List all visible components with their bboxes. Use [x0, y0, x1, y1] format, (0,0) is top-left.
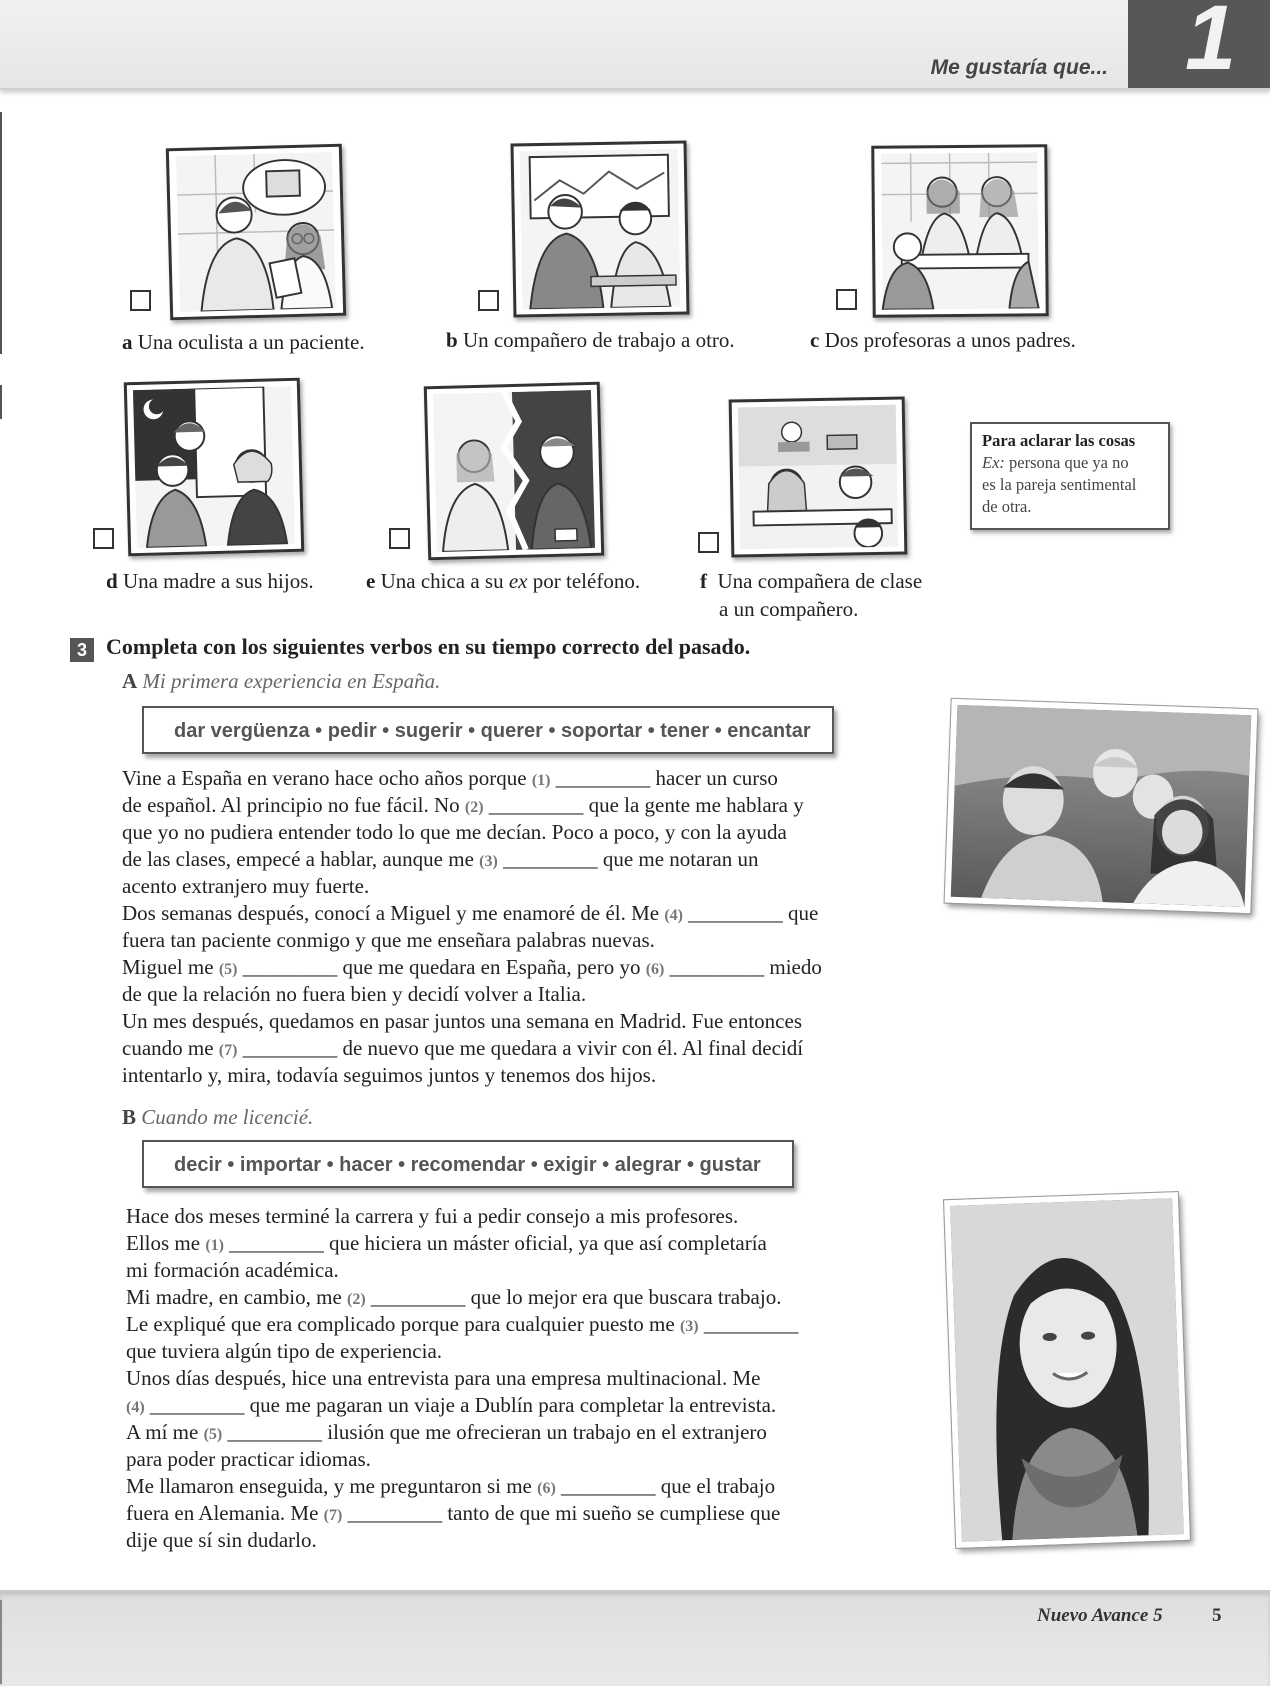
text-line: [126, 1231, 767, 1256]
checkbox-c[interactable]: [836, 289, 857, 310]
checkbox-e[interactable]: [389, 528, 410, 549]
verb-box-b: decir • importar • hacer • recomendar • exigir • alegrar • gustar: [142, 1140, 794, 1188]
text-line: [122, 901, 818, 926]
text-line: [126, 1447, 371, 1472]
blank-number: (2): [347, 1291, 366, 1308]
woman-photo: [944, 1192, 1190, 1548]
note-line: Ex: persona que ya no: [982, 453, 1129, 472]
text-fragment: Hace dos meses terminé la carrera y fui a pedir consejo a mis profesores.: [126, 1204, 739, 1228]
text-fragment: miedo: [769, 955, 822, 979]
family-photo: [945, 699, 1258, 914]
section-a-heading: A Mi primera experiencia en España.: [122, 669, 441, 693]
blank-field[interactable]: _________: [669, 955, 765, 979]
text-fragment: Un mes después, quedamos en pasar juntos una semana en Madrid. Fue entonces: [122, 1009, 802, 1033]
text-fragment: para poder practicar idiomas.: [126, 1447, 371, 1471]
caption-d: d Una madre a sus hijos.: [106, 569, 314, 593]
note-line: es la pareja sentimental: [982, 475, 1137, 494]
blank-field[interactable]: _________: [229, 1231, 324, 1255]
text-fragment: tanto de que mi sueño se cumpliese que: [447, 1501, 781, 1525]
text-fragment: que tuviera algún tipo de experiencia.: [126, 1339, 443, 1363]
unit-number: 1: [1185, 0, 1237, 89]
text-line: [122, 874, 369, 899]
caption-f-line2: a un compañero.: [719, 597, 859, 621]
text-fragment: que la gente me hablara y: [588, 793, 804, 817]
text-line: [126, 1393, 776, 1418]
text-fragment: que me notaran un: [602, 847, 759, 871]
teachers-illustration: [879, 152, 1040, 309]
blank-number: (5): [218, 961, 238, 978]
phone-call-illustration: [432, 390, 596, 552]
blank-number: (6): [645, 961, 665, 978]
blank-number: (4): [664, 907, 683, 924]
text-fragment: acento extranjero muy fuerte.: [122, 874, 370, 898]
blank-number: (3): [479, 853, 498, 870]
mother-illustration: [132, 386, 296, 548]
optician-illustration: [174, 152, 338, 312]
text-fragment: que me quedara en España, pero yo: [342, 955, 641, 979]
text-line: [122, 793, 804, 818]
text-line: [122, 1036, 803, 1061]
text-line: [122, 766, 778, 791]
caption-e: e Una chica a su ex por teléfono.: [366, 569, 641, 593]
blank-number: (1): [205, 1237, 224, 1254]
blank-number: (2): [464, 799, 484, 816]
blank-field[interactable]: _________: [555, 766, 651, 790]
margin-rule: [0, 385, 2, 419]
text-fragment: de español. Al principio no fue fácil. No: [122, 793, 460, 817]
text-fragment: de que la relación no fuera bien y decidí volver a Italia.: [122, 982, 587, 1006]
section-b-heading: B Cuando me licencié.: [122, 1105, 314, 1129]
text-line: [126, 1420, 767, 1445]
checkbox-f[interactable]: [698, 532, 719, 553]
text-line: [122, 955, 822, 980]
text-fragment: Ellos me: [126, 1231, 201, 1255]
verb-box-a: dar vergüenza • pedir • sugerir • querer • soportar • tener • encantar: [142, 706, 834, 754]
text-fragment: Le expliqué que era complicado porque para cualquier puesto me: [126, 1312, 675, 1336]
blank-number: (6): [537, 1480, 556, 1497]
text-fragment: fuera tan paciente conmigo y que me enseñara palabras nuevas.: [122, 928, 655, 952]
margin-rule: [0, 112, 2, 354]
text-line: [126, 1339, 442, 1364]
blank-number: (7): [218, 1042, 238, 1059]
caption-b: b Un compañero de trabajo a otro.: [446, 328, 735, 352]
blank-field[interactable]: _________: [370, 1285, 466, 1309]
illustration-f: [729, 396, 908, 557]
text-fragment: A mí me: [126, 1420, 199, 1444]
blank-number: (3): [679, 1318, 699, 1335]
blank-field[interactable]: _________: [242, 955, 338, 979]
checkbox-d[interactable]: [93, 528, 114, 549]
book-title: Nuevo Avance 5: [1037, 1605, 1163, 1626]
illustration-b: [510, 140, 689, 317]
text-line: [126, 1501, 780, 1526]
text-line: [126, 1474, 775, 1499]
unit-title: Me gustaría que...: [930, 56, 1108, 79]
blank-field[interactable]: _________: [488, 793, 584, 817]
text-fragment: que yo no pudiera entender todo lo que me decían. Poco a poco, y con la ayuda: [122, 820, 787, 844]
exercise-title: Completa con los siguientes verbos en su tiempo correcto del pasado.: [106, 634, 751, 659]
blank-field[interactable]: _________: [561, 1474, 656, 1498]
text-line: [122, 982, 586, 1007]
blank-field[interactable]: _________: [149, 1393, 245, 1417]
illustration-d: [124, 378, 304, 557]
text-line: [122, 928, 655, 953]
blank-number: (4): [126, 1399, 145, 1416]
text-fragment: hacer un curso: [655, 766, 778, 790]
text-fragment: dije que sí sin dudarlo.: [126, 1528, 317, 1552]
caption-f: f Una compañera de clase: [700, 569, 923, 593]
note-title: Para aclarar las cosas: [982, 431, 1136, 450]
checkbox-b[interactable]: [478, 290, 499, 311]
text-fragment: Miguel me: [122, 955, 214, 979]
illustration-e: [424, 382, 604, 561]
text-fragment: intentarlo y, mira, todavía seguimos juntos y tenemos dos hijos.: [122, 1063, 657, 1087]
exercise-number: 3: [70, 638, 94, 662]
text-fragment: mi formación académica.: [126, 1258, 339, 1282]
text-fragment: Vine a España en verano hace ocho años porque: [122, 766, 527, 790]
text-fragment: Unos días después, hice una entrevista para una empresa multinacional. Me: [126, 1366, 761, 1390]
text-line: [126, 1528, 317, 1553]
text-fragment: Mi madre, en cambio, me: [126, 1285, 342, 1309]
note-box: [970, 422, 1170, 530]
classmates-illustration: [737, 405, 899, 550]
text-fragment: que hiciera un máster oficial, ya que así completaría: [328, 1231, 767, 1255]
note-line: de otra.: [982, 497, 1032, 516]
checkbox-a[interactable]: [130, 290, 151, 311]
text-line: [122, 1063, 656, 1088]
family-photo-image: [951, 705, 1252, 907]
text-line: [126, 1285, 781, 1310]
text-fragment: que me pagaran un viaje a Dublín para completar la entrevista.: [249, 1393, 777, 1417]
blank-field[interactable]: _________: [688, 901, 783, 925]
text-line: [126, 1312, 798, 1337]
text-line: [122, 1009, 802, 1034]
illustration-a: [166, 144, 346, 321]
coworkers-illustration: [519, 149, 682, 310]
text-fragment: que lo mejor era que buscara trabajo.: [470, 1285, 782, 1309]
blank-field[interactable]: _________: [503, 847, 598, 871]
text-fragment: Dos semanas después, conocí a Miguel y me enamoré de él. Me: [122, 901, 660, 925]
woman-photo-image: [950, 1198, 1184, 1542]
page-number: 5: [1212, 1605, 1222, 1626]
text-line: [126, 1366, 760, 1391]
blank-field[interactable]: _________: [242, 1036, 338, 1060]
text-fragment: Me llamaron enseguida, y me preguntaron si me: [126, 1474, 532, 1498]
text-line: [122, 847, 759, 872]
illustration-c: [871, 144, 1048, 318]
blank-field[interactable]: _________: [347, 1501, 443, 1525]
text-fragment: que: [788, 901, 819, 925]
text-fragment: cuando me: [122, 1036, 214, 1060]
text-line: [122, 820, 787, 845]
text-fragment: de las clases, empecé a hablar, aunque me: [122, 847, 474, 871]
blank-number: (5): [203, 1426, 223, 1443]
text-fragment: fuera en Alemania. Me: [126, 1501, 319, 1525]
margin-rule: [0, 1600, 2, 1684]
blank-field[interactable]: _________: [227, 1420, 322, 1444]
blank-number: (1): [531, 772, 551, 789]
text-fragment: que el trabajo: [660, 1474, 776, 1498]
text-line: [126, 1258, 339, 1283]
caption-a: a Una oculista a un paciente.: [122, 330, 365, 354]
blank-number: (7): [323, 1507, 343, 1524]
blank-field[interactable]: _________: [703, 1312, 799, 1336]
text-line: [126, 1204, 738, 1229]
caption-c: c Dos profesoras a unos padres.: [810, 328, 1076, 352]
text-fragment: de nuevo que me quedara a vivir con él. Al final decidí: [342, 1036, 804, 1060]
text-fragment: ilusión que me ofrecieran un trabajo en el extranjero: [327, 1420, 767, 1444]
